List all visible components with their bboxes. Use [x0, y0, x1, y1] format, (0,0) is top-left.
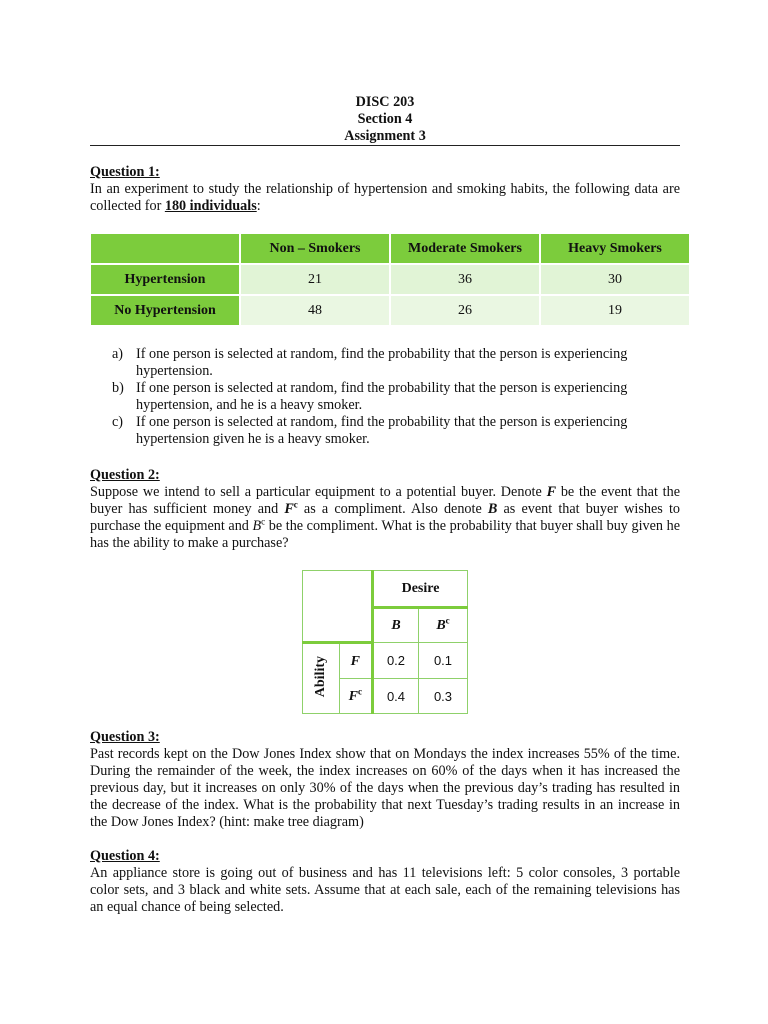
question-3-text: Past records kept on the Dow Jones Index show that on Mondays the index increases 55% of the time. During the remainder of the week, the index increases on 60% of the days when it has increased the previous day, but it increases on only 30% of the days when the previous day’s trading has resulted in the decrease of the index. What is the probability that next Tuesday’s trading results in an increase in the Dow Jones Index? (hint: make tree diagram)	[90, 746, 680, 830]
col-header: Non – Smokers	[241, 234, 389, 263]
q2-text-1: Suppose we intend to sell a particular equipment to a potential buyer. Denote	[90, 484, 547, 500]
table-cell: 0.2	[373, 643, 419, 679]
header-rule	[90, 145, 680, 146]
question-1-title: Question 1:	[90, 164, 160, 180]
intro-end: :	[256, 198, 261, 214]
list-text: If one person is selected at random, find the probability that the person is experiencing hypertension, and he is a heavy smoker.	[136, 380, 628, 413]
table-cell: 19	[541, 296, 689, 325]
table-row	[91, 296, 689, 325]
ability-desire-table	[302, 570, 468, 714]
section-label: Section 4	[357, 111, 413, 127]
course-code: DISC 203	[355, 94, 415, 110]
assignment-label: Assignment 3	[344, 128, 426, 144]
col-b-header	[373, 607, 419, 643]
table-cell: 36	[391, 265, 539, 294]
complement-mark: c	[261, 516, 266, 527]
desire-header: Desire	[373, 571, 468, 608]
table-cell: 0.1	[419, 643, 468, 679]
table-cell: 30	[541, 265, 689, 294]
event-f: F	[546, 484, 557, 500]
table-corner	[91, 234, 239, 263]
question-1-parts	[112, 346, 672, 448]
table-cell: 21	[241, 265, 389, 294]
ability-desire-table-wrap	[302, 570, 468, 714]
list-label: c)	[112, 414, 124, 430]
question-1	[90, 164, 680, 215]
question-2-text	[90, 484, 680, 552]
row-fc-header	[339, 679, 372, 714]
complement-mark: c	[445, 615, 450, 626]
col-bc-header	[419, 607, 468, 643]
table-cell: 26	[391, 296, 539, 325]
q2-text-2: be the event that the buyer has sufficient money and	[90, 484, 681, 517]
list-item	[112, 414, 672, 448]
table-row	[91, 265, 689, 294]
table-header-row	[91, 234, 689, 263]
table-cell: 48	[241, 296, 389, 325]
question-2-title: Question 2:	[90, 467, 160, 483]
intro-bold: 180 individuals	[164, 198, 257, 214]
event-b: B	[487, 501, 498, 517]
question-2	[90, 467, 680, 552]
col-b-label: B	[391, 617, 401, 633]
complement-mark: c	[357, 685, 362, 696]
question-3-title: Question 3:	[90, 729, 160, 745]
q2-text-5: be the compliment. What is the probability that buyer shall buy given he has the ability to make a purchase?	[90, 518, 680, 551]
row-fc-label: F	[348, 688, 358, 704]
list-label: a)	[112, 346, 124, 362]
col-header: Heavy Smokers	[541, 234, 689, 263]
question-3	[90, 729, 680, 831]
row-header: No Hypertension	[91, 296, 239, 325]
list-item	[112, 346, 672, 380]
list-item	[112, 380, 672, 414]
question-4-title: Question 4:	[90, 848, 160, 864]
ability-header	[303, 643, 340, 714]
complement-mark: c	[293, 499, 298, 510]
hypertension-table	[89, 232, 691, 327]
ability-label: Ability	[313, 655, 329, 698]
row-f-label: F	[350, 653, 360, 669]
question-4	[90, 848, 680, 916]
question-4-text: An appliance store is going out of business and has 11 televisions left: 5 color consoles, 3 portable color sets, and 3 black and white sets. Assume that at each sale, each of the remaining televisions has an equal chance of being selected.	[90, 865, 680, 915]
col-header: Moderate Smokers	[391, 234, 539, 263]
list-text: If one person is selected at random, find the probability that the person is experiencing hypertension.	[136, 346, 628, 379]
event-fc: F	[284, 501, 294, 517]
question-1-intro	[90, 181, 680, 215]
q2-text-4: as event that buyer wishes to purchase the equipment and	[90, 501, 680, 534]
row-header: Hypertension	[91, 265, 239, 294]
row-f-header	[339, 643, 372, 679]
table-cell: 0.3	[419, 679, 468, 714]
q2-text-3: as a compliment. Also denote	[297, 501, 488, 517]
document-header	[90, 94, 680, 145]
intro-text: In an experiment to study the relationship of hypertension and smoking habits, the following data are collected for	[90, 181, 680, 214]
list-label: b)	[112, 380, 124, 396]
table-corner	[303, 571, 373, 643]
event-bc: B	[252, 518, 262, 534]
col-bc-label: B	[436, 617, 446, 633]
list-text: If one person is selected at random, find the probability that the person is experiencing hypertension given he is a heavy smoker.	[136, 414, 628, 447]
table-cell: 0.4	[373, 679, 419, 714]
